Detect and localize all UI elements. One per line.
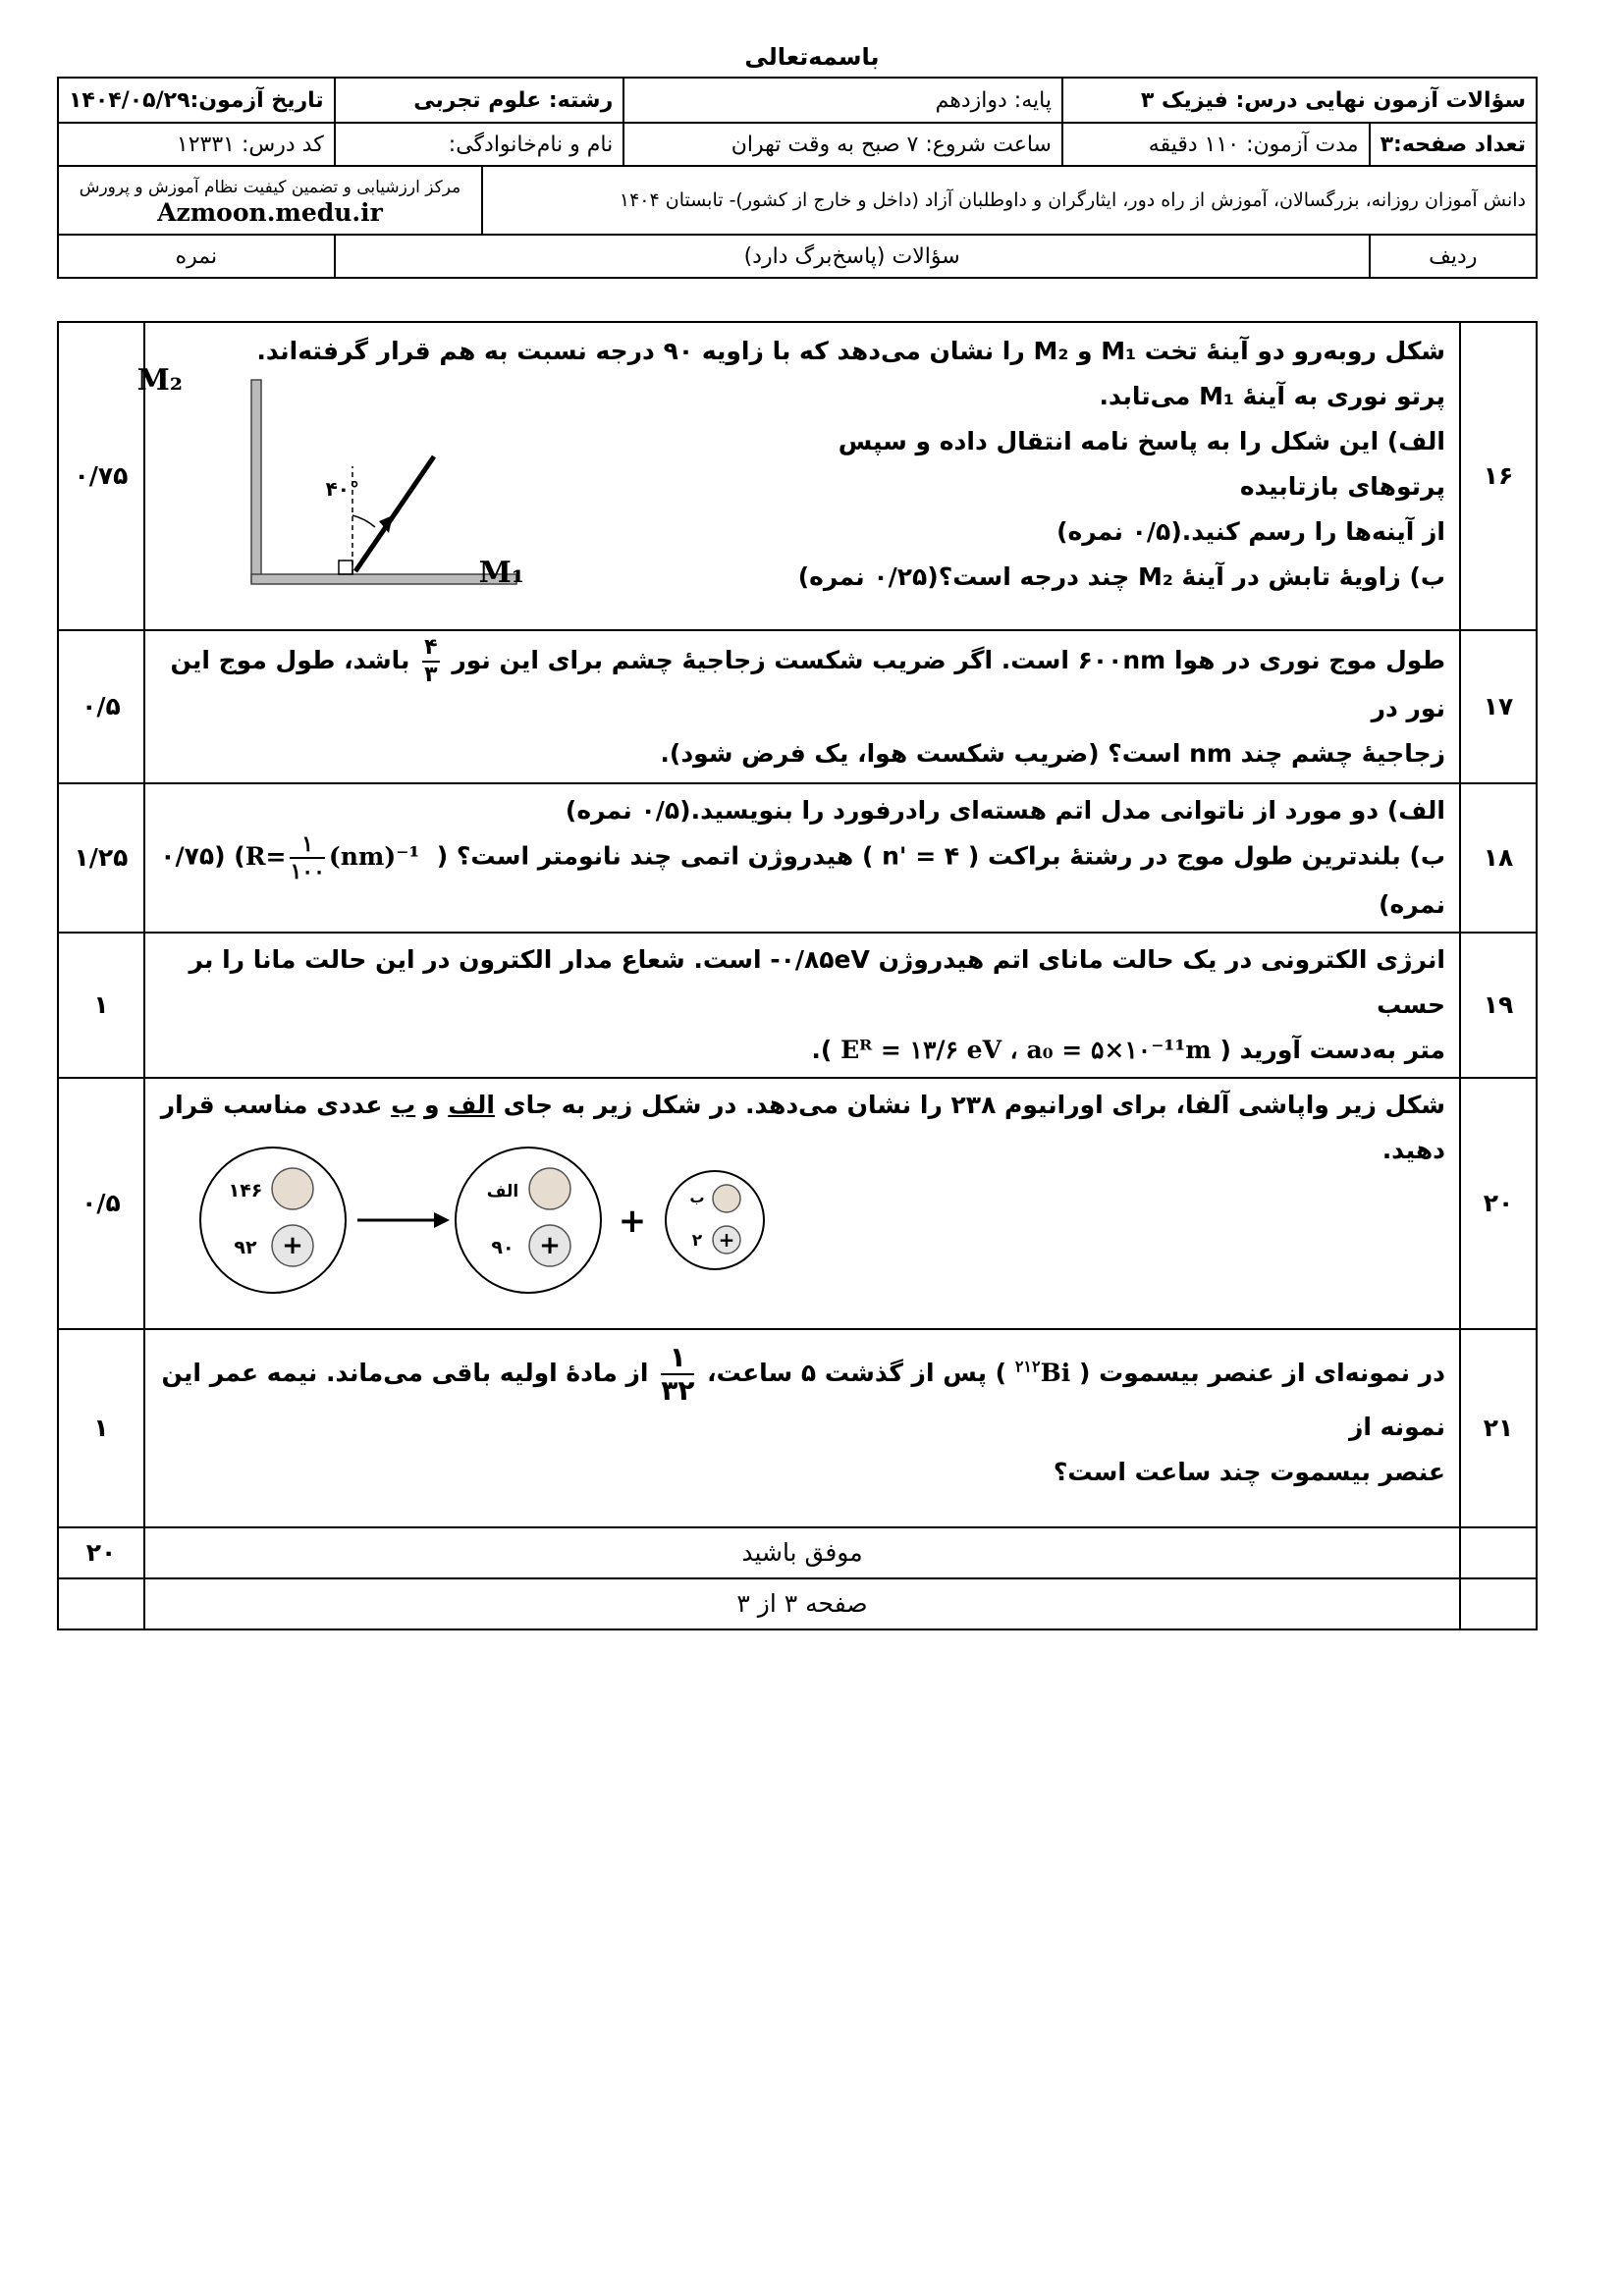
angle-label: ۴۰° — [325, 477, 359, 501]
helium-neutron-placeholder: ب — [689, 1189, 705, 1206]
uranium-neutron-count: ۱۴۶ — [228, 1180, 263, 1201]
neutron-icon — [529, 1168, 570, 1209]
question-body — [144, 933, 1460, 1078]
question-body — [144, 783, 1460, 933]
question-row — [58, 322, 1537, 630]
question-row — [58, 1329, 1537, 1527]
question-score: ۰/۵ — [58, 630, 144, 783]
question-text: عنصر بیسموت چند ساعت است؟ — [1053, 1458, 1445, 1486]
page-count: تعداد صفحه:۳ — [1370, 123, 1537, 166]
page-indicator: صفحه ۳ از ۳ — [144, 1578, 1460, 1629]
isotope-symbol — [1015, 1359, 1070, 1387]
organization-name: مرکز ارزشیابی و تضمین کیفیت نظام آموزش و پرورش — [79, 178, 461, 197]
question-text: ). — [811, 1036, 833, 1064]
question-text: ) پس از گذشت ۵ ساعت، — [707, 1359, 1007, 1387]
questions-column-header: سؤالات (پاسخ‌برگ دارد) — [335, 235, 1370, 278]
question-row — [58, 630, 1537, 783]
question-text: ) (۰/۷۵ نمره) — [160, 841, 1445, 919]
proton-sign: + — [718, 1228, 735, 1252]
question-score: ۰/۵ — [58, 1078, 144, 1329]
fraction-denominator: ۳۲ — [661, 1374, 695, 1407]
arrow-head-icon — [434, 1212, 450, 1228]
question-body — [144, 1078, 1460, 1329]
total-score: ۲۰ — [58, 1527, 144, 1578]
question-text: ب) بلندترین طول موج در رشتهٔ براکت ( n' = ۴ ) هیدروژن اتمی چند نانومتر است؟ ( — [436, 841, 1445, 871]
fraction-denominator: ۳ — [424, 663, 438, 687]
thorium-nucleus — [456, 1148, 601, 1293]
footer-row — [58, 1527, 1537, 1578]
remaining-fraction — [661, 1341, 695, 1407]
question-score: ۱ — [58, 933, 144, 1078]
question-text: باشد، طول موج این نور در — [170, 646, 1445, 722]
exam-duration: مدت آزمون: ۱۱۰ دقیقه — [1062, 123, 1370, 166]
element-symbol: Bi — [1040, 1359, 1071, 1387]
proton-sign: + — [539, 1231, 561, 1260]
exam-header-table — [57, 77, 1538, 279]
question-text: متر به‌دست آورید ( — [1219, 1036, 1445, 1064]
question-text: در نمونه‌ای از عنصر بیسموت ( — [1078, 1359, 1445, 1387]
fraction-numerator: ۴ — [422, 637, 439, 663]
placeholder-be: ب — [391, 1091, 416, 1119]
given-constants: Eᴿ = ۱۳/۶ eV ، a₀ = ۵×۱۰⁻¹¹m — [840, 1036, 1212, 1064]
question-text: طول موج نوری در هوا ۶۰۰nm است. اگر ضریب شکست زجاجیهٔ چشم برای این نور — [452, 646, 1445, 674]
right-angle-mark — [339, 561, 352, 574]
mirror-m2 — [251, 380, 261, 582]
footer-row — [58, 1578, 1537, 1629]
thorium-neutron-placeholder: الف — [486, 1182, 519, 1201]
conjunction: و — [423, 1091, 440, 1119]
mirrors-diagram — [136, 363, 562, 604]
question-row — [58, 783, 1537, 933]
empty-cell — [1460, 1527, 1537, 1578]
question-number: ۲۱ — [1460, 1329, 1537, 1527]
mass-number: ۲۱۲ — [1014, 1357, 1041, 1376]
audience-text: دانش آموزان روزانه، بزرگسالان، آموزش از راه دور، ایثارگران و داوطلبان آزاد (داخل و خارج از کشور)- تابستان ۱۴۰۴ — [482, 166, 1537, 235]
fraction-numerator: ۱ — [290, 833, 324, 859]
course-code: کد درس: ۱۲۳۳۱ — [58, 123, 335, 166]
questions-table — [57, 321, 1538, 1630]
grade-label: پایه: دوازدهم — [623, 78, 1062, 123]
good-luck-text: موفق باشید — [144, 1527, 1460, 1578]
mirror-m1 — [251, 574, 516, 584]
incident-ray — [355, 456, 434, 571]
thorium-proton-count: ۹۰ — [491, 1237, 514, 1258]
organization-box — [58, 166, 482, 235]
fraction-numerator: ۱ — [661, 1344, 694, 1375]
question-row — [58, 933, 1537, 1078]
question-text: الف) دو مورد از ناتوانی مدل اتم هسته‌ای رادرفورد را بنویسید.(۰/۵ نمره) — [565, 796, 1445, 825]
question-text: عددی مناسب قرار دهید. — [160, 1091, 1445, 1164]
helium-nucleus — [666, 1171, 764, 1269]
helium-proton-count: ۲ — [691, 1231, 703, 1251]
fraction-denominator: ۱۰۰ — [290, 859, 325, 884]
question-score: ۱/۲۵ — [58, 783, 144, 933]
question-line: پرتو نوری به آینهٔ M₁ می‌تابد. — [1099, 382, 1445, 410]
start-time: ساعت شروع: ۷ صبح به وقت تهران — [623, 123, 1062, 166]
question-text: شکل زیر واپاشی آلفا، برای اورانیوم ۲۳۸ را نشان می‌دهد. در شکل زیر به جای — [503, 1091, 1445, 1119]
name-field: نام و نام‌خانوادگی: — [335, 123, 624, 166]
row-column-header: ردیف — [1370, 235, 1537, 278]
question-row — [58, 1078, 1537, 1329]
question-line: الف) این شکل را به پاسخ نامه انتقال داده و سپس پرتوهای بازتابیده — [838, 427, 1445, 501]
angle-arc — [352, 515, 375, 527]
rydberg-constant — [244, 831, 428, 884]
rydberg-label: R= — [244, 841, 287, 871]
question-score: ۱ — [58, 1329, 144, 1527]
question-body — [136, 322, 1460, 630]
mirror-m2-label: M₂ — [136, 363, 183, 398]
uranium-nucleus — [200, 1148, 346, 1293]
alpha-decay-diagram — [165, 1142, 774, 1318]
question-text: انرژی الکترونی در یک حالت مانای اتم هیدروژن ۰/۸۵eV- است. شعاع مدار الکترون در این حالت مانا را بر حسب — [189, 945, 1445, 1019]
question-body — [144, 1329, 1460, 1527]
mirror-m1-label: M₁ — [478, 556, 524, 590]
refractive-index-fraction — [422, 637, 439, 686]
neutron-icon — [272, 1168, 313, 1209]
proton-sign: + — [282, 1231, 303, 1260]
neutron-icon — [713, 1185, 740, 1212]
score-column-header: نمره — [58, 235, 335, 278]
question-line: شکل روبه‌رو دو آینهٔ تخت M₁ و M₂ را نشان می‌دهد که با زاویه ۹۰ درجه نسبت به هم قرار گرفته‌اند. — [256, 337, 1445, 365]
question-number: ۱۷ — [1460, 630, 1537, 783]
question-body — [144, 630, 1460, 783]
question-text: از مادهٔ اولیه باقی می‌ماند. نیمه عمر این نمونه از — [161, 1359, 1445, 1441]
empty-cell — [58, 1578, 144, 1629]
empty-cell — [1460, 1578, 1537, 1629]
website-link[interactable]: Azmoon.medu.ir — [157, 198, 383, 227]
plus-sign: + — [618, 1201, 647, 1241]
question-text: زجاجیهٔ چشم چند nm است؟ (ضریب شکست هوا، یک فرض شود). — [660, 739, 1445, 768]
placeholder-alef: الف — [448, 1091, 495, 1119]
question-number: ۱۶ — [1460, 322, 1537, 630]
uranium-proton-count: ۹۲ — [234, 1237, 257, 1258]
question-number: ۱۸ — [1460, 783, 1537, 933]
exam-date: تاریخ آزمون:۱۴۰۴/۰۵/۲۹ — [58, 78, 335, 123]
field-label: رشته: علوم تجربی — [335, 78, 624, 123]
question-number: ۲۰ — [1460, 1078, 1537, 1329]
question-line: ب) زاویهٔ تابش در آینهٔ M₂ چند درجه است؟(۰/۲۵ نمره) — [797, 562, 1445, 591]
question-number: ۱۹ — [1460, 933, 1537, 1078]
page-heading: باسمه‌تعالی — [744, 43, 880, 71]
rydberg-unit: (nm)⁻¹ — [328, 841, 420, 871]
course-title: سؤالات آزمون نهایی درس: فیزیک ۳ — [1062, 78, 1537, 123]
rydberg-fraction — [290, 833, 324, 882]
question-line: از آینه‌ها را رسم کنید.(۰/۵ نمره) — [1056, 517, 1445, 546]
question-score: ۰/۷۵ — [58, 322, 144, 630]
